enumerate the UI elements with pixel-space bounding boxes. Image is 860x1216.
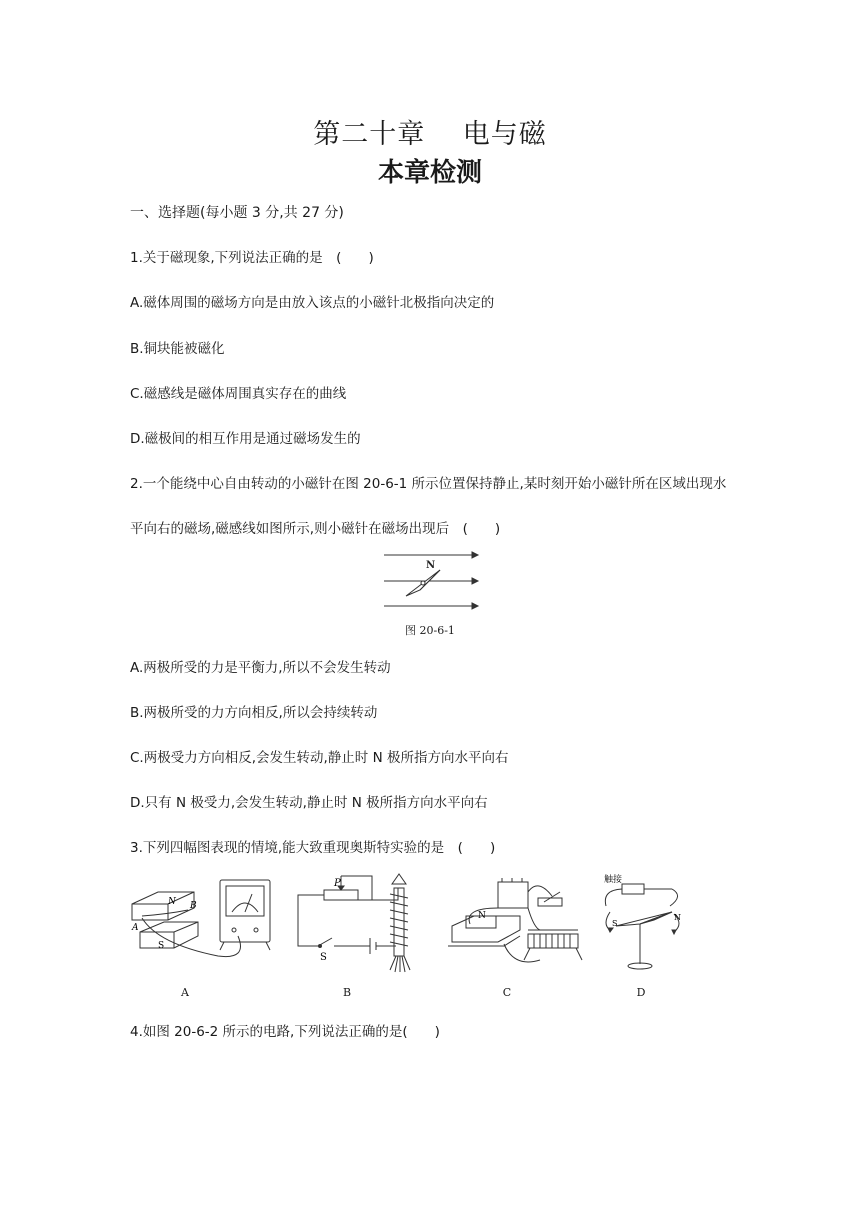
question-2-stem-line1: 2.一个能绕中心自由转动的小磁针在图 20-6-1 所示位置保持静止,某时刻开始小磁针所在区域出现水 [130, 476, 727, 492]
question-1-option-c: C.磁感线是磁体周围真实存在的曲线 [130, 386, 347, 402]
figure-label-d: D [636, 986, 646, 999]
question-4-stem: 4.如图 20-6-2 所示的电路,下列说法正确的是( ) [130, 1024, 440, 1040]
figure-label-a: A [181, 986, 189, 999]
question-2-option-c: C.两极受力方向相反,会发生转动,静止时 N 极所指方向水平向右 [130, 750, 509, 766]
figure-3c-apparatus [444, 872, 584, 976]
fig-b-p-label: P [334, 878, 341, 889]
question-1-option-a: A.磁体周围的磁场方向是由放入该点的小磁针北极指向决定的 [130, 295, 495, 311]
fig-a-n-label: N [168, 897, 176, 907]
question-1-option-d: D.磁极间的相互作用是通过磁场发生的 [130, 431, 361, 447]
figure-label-c: C [502, 986, 512, 999]
question-2-option-d: D.只有 N 极受力,会发生转动,静止时 N 极所指方向水平向右 [130, 795, 488, 811]
fig-d-touch-label: 触接 [604, 875, 623, 885]
page-subtitle: 本章检测 [377, 158, 482, 188]
needle-n-label: N [426, 560, 436, 571]
question-3-stem: 3.下列四幅图表现的情境,能大致重现奥斯特实验的是 ( ) [130, 840, 496, 856]
fig-a-s-label: S [158, 941, 165, 951]
figure-20-6-1-caption: 图 20-6-1 [405, 624, 455, 637]
question-1-option-b: B.铜块能被磁化 [130, 341, 225, 357]
section-heading: 一、选择题(每小题 3 分,共 27 分) [130, 205, 344, 221]
figure-3b-electromagnet-circuit [290, 870, 420, 980]
fig-a-b-label: B [190, 901, 197, 911]
figure-3a-galvanometer [128, 874, 278, 974]
chapter-title: 第二十章 电与磁 [313, 119, 547, 150]
fig-a-a-label: A [132, 923, 139, 933]
figure-label-b: B [342, 986, 352, 999]
fig-c-n-label: N [478, 911, 486, 921]
needle-north-half [420, 570, 440, 590]
figure-3d-needle-battery [592, 872, 692, 976]
question-2-option-a: A.两极所受的力是平衡力,所以不会发生转动 [130, 660, 391, 676]
question-2-stem-line2: 平向右的磁场,磁感线如图所示,则小磁针在磁场出现后 ( ) [130, 521, 501, 537]
figure-compass-needle [380, 548, 480, 614]
fig-d-n-label: N [674, 913, 681, 922]
fig-d-s-label: S [612, 919, 618, 928]
fig-b-s-label: S [320, 952, 327, 963]
question-2-option-b: B.两极所受的力方向相反,所以会持续转动 [130, 705, 378, 721]
question-1-stem: 1.关于磁现象,下列说法正确的是 ( ) [130, 250, 374, 266]
